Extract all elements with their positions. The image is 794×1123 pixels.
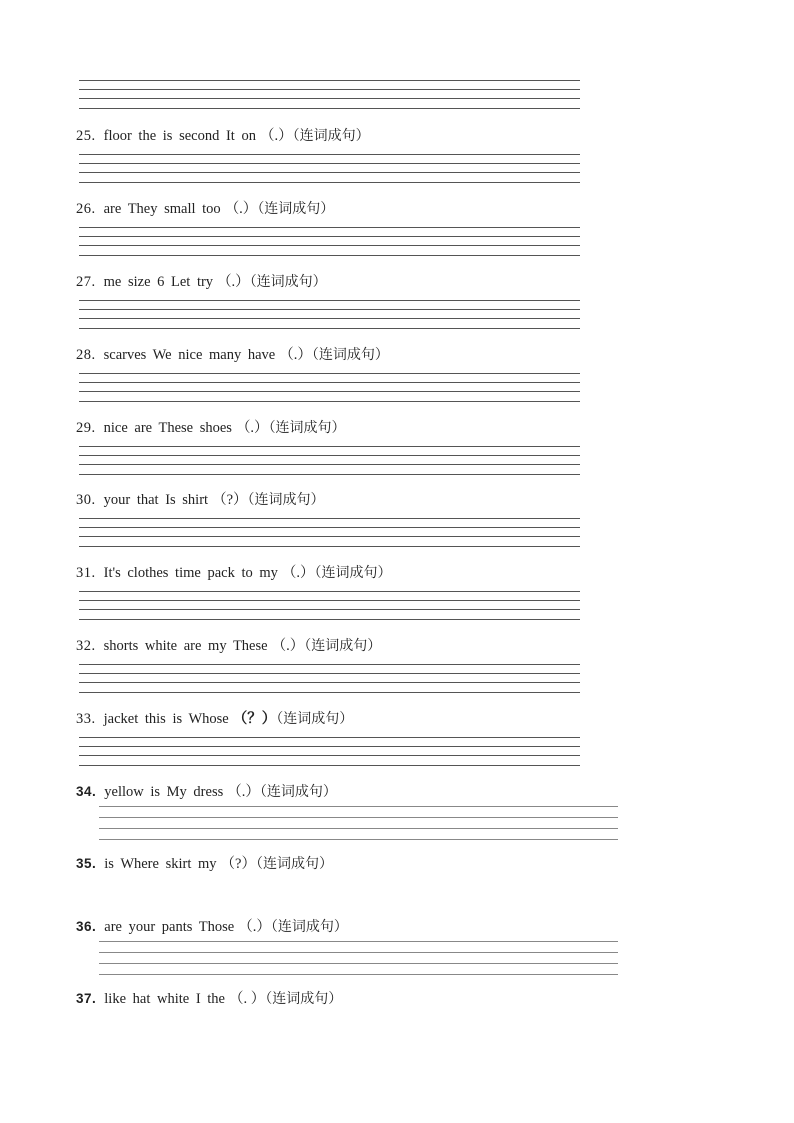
instruction-tag: （连词成句） <box>247 492 325 508</box>
answer-lines[interactable] <box>79 737 580 767</box>
punctuation-hint: （.） <box>235 420 269 436</box>
punctuation-hint: （.） <box>279 347 312 363</box>
punctuation-hint: （.） <box>271 638 305 654</box>
instruction-tag: （连词成句） <box>259 784 337 800</box>
answer-lines[interactable] <box>79 227 580 257</box>
instruction-tag: （连词成句） <box>268 420 346 436</box>
instruction-tag: （连词成句） <box>270 919 348 935</box>
instruction-tag: （连词成句） <box>257 201 335 217</box>
instruction-tag: （连词成句） <box>276 711 354 727</box>
instruction-tag: （连词成句） <box>292 128 370 144</box>
question-29 <box>76 416 346 437</box>
scrambled-words: your that Is shirt <box>103 492 209 508</box>
question-number: 30. <box>76 492 96 508</box>
question-30 <box>76 488 325 509</box>
answer-lines[interactable] <box>79 518 580 548</box>
question-35 <box>76 852 333 873</box>
instruction-tag: （连词成句） <box>314 565 392 581</box>
question-32 <box>76 634 381 655</box>
answer-lines[interactable] <box>79 300 580 330</box>
answer-lines <box>79 80 580 110</box>
question-number: 28. <box>76 347 96 363</box>
question-number: 27. <box>76 274 96 290</box>
punctuation-hint: （.） <box>281 565 315 581</box>
scrambled-words: nice are These shoes <box>103 420 232 436</box>
answer-lines[interactable] <box>79 591 580 621</box>
question-number: 29. <box>76 420 96 436</box>
punctuation-hint: （?） <box>212 492 248 508</box>
punctuation-hint: （？） <box>232 711 277 727</box>
answer-lines[interactable] <box>99 941 618 971</box>
answer-lines[interactable] <box>79 664 580 694</box>
question-25 <box>76 124 370 145</box>
question-number: 37. <box>76 991 97 1006</box>
scrambled-words: scarves We nice many have <box>103 347 276 363</box>
scrambled-words: are your pants Those <box>104 919 235 935</box>
instruction-tag: （连词成句） <box>249 274 327 290</box>
scrambled-words: like hat white I the <box>104 991 225 1007</box>
answer-lines[interactable] <box>79 373 580 403</box>
answer-lines[interactable] <box>99 806 618 836</box>
instruction-tag: （连词成句） <box>304 638 382 654</box>
question-number: 25. <box>76 128 96 144</box>
question-number: 26. <box>76 201 96 217</box>
punctuation-hint: （.） <box>259 128 293 144</box>
punctuation-hint: （. ） <box>229 991 266 1007</box>
question-number: 35. <box>76 856 97 871</box>
punctuation-hint: （.） <box>227 784 260 800</box>
question-31 <box>76 561 392 582</box>
question-number: 34. <box>76 784 97 799</box>
instruction-tag: （连词成句） <box>265 991 343 1007</box>
scrambled-words: It's clothes time pack to my <box>103 565 278 581</box>
question-number: 36. <box>76 919 97 934</box>
question-34 <box>76 780 337 801</box>
scrambled-words: are They small too <box>103 201 221 217</box>
scrambled-words: yellow is My dress <box>104 784 224 800</box>
question-number: 33. <box>76 711 96 727</box>
scrambled-words: me size 6 Let try <box>103 274 214 290</box>
question-37 <box>76 987 342 1008</box>
punctuation-hint: （.） <box>224 201 258 217</box>
scrambled-words: floor the is second It on <box>103 128 256 144</box>
punctuation-hint: （.） <box>217 274 250 290</box>
question-number: 32. <box>76 638 96 654</box>
instruction-tag: （连词成句） <box>255 856 333 872</box>
question-26 <box>76 197 334 218</box>
answer-lines[interactable] <box>79 446 580 476</box>
question-27 <box>76 270 327 291</box>
instruction-tag: （连词成句） <box>311 347 389 363</box>
punctuation-hint: （.） <box>238 919 271 935</box>
scrambled-words: is Where skirt my <box>104 856 217 872</box>
question-36 <box>76 915 348 936</box>
question-28 <box>76 343 389 364</box>
question-number: 31. <box>76 565 96 581</box>
question-33 <box>76 707 353 728</box>
punctuation-hint: （?） <box>220 856 256 872</box>
scrambled-words: shorts white are my These <box>103 638 268 654</box>
answer-lines[interactable] <box>79 154 580 184</box>
scrambled-words: jacket this is Whose <box>103 711 229 727</box>
